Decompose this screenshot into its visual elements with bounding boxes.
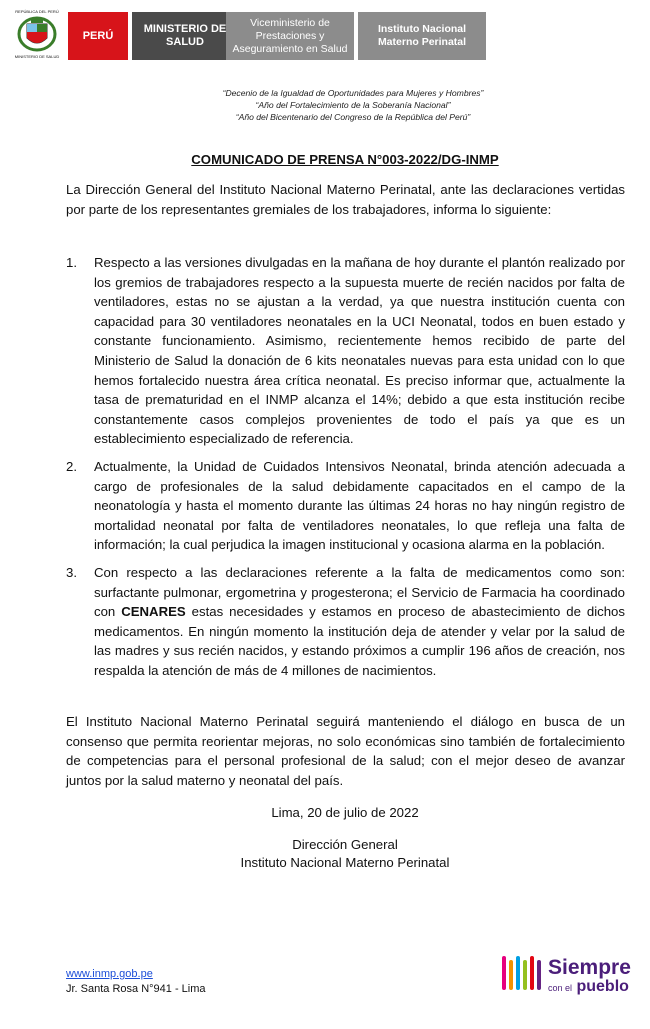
list-item xyxy=(66,457,625,555)
date-line: Lima, 20 de julio de 2022 xyxy=(271,805,419,820)
list-item xyxy=(66,563,625,681)
siempre-con-el-pueblo-logo xyxy=(500,950,635,998)
slogan-bar xyxy=(537,960,541,990)
viceministry-label: Viceministerio de Prestaciones y Aseguramiento en Salud xyxy=(232,16,348,55)
institute-block xyxy=(358,12,486,60)
slogan-bar xyxy=(530,956,534,990)
signature-block xyxy=(0,836,650,872)
coat-of-arms-logo xyxy=(14,10,60,60)
list-number: 2. xyxy=(66,458,77,474)
viceministry-block xyxy=(226,12,354,60)
numbered-list xyxy=(66,253,625,688)
list-number: 3. xyxy=(66,564,77,580)
slogan-bar xyxy=(523,960,527,990)
list-text: Respecto a las versiones divulgadas en la mañana de hoy durante el plantón realizado por los gremios de trabajadores respecto a la supuesta muerte de recién nacidos por falta de ventiladores, estas no se ajustan a la verdad, ya que nuestra institución cuenta con capacidad para 30 ventiladores neonatales en la UCI Neonatal, todos en buen estado y constante funcionamiento. Asimismo, recientemente hemos recibido de parte del Ministerio de Salud la donación de 6 kits neonatales nuevas para esta unidad con lo que hemos fortalecido nuestra área crítica neonatal. Es preciso informar que, actualmente la tasa de prematuridad en el INMP alcanza el 14%; debido a que esta institución recibe constantemente casos complejos provenientes de todo el país ya que es un establecimiento especializado de referencia. xyxy=(94,255,625,447)
crest-top-label: REPÚBLICA DEL PERÚ xyxy=(15,9,59,14)
motto-line-1: “Decenio de la Igualdad de Oportunidades para Mujeres y Hombres” xyxy=(222,88,484,98)
slogan-word-2: pueblo xyxy=(576,978,629,995)
ministry-block xyxy=(132,12,238,60)
list-text-bold: CENARES xyxy=(121,604,186,620)
website-link[interactable]: www.inmp.gob.pe xyxy=(66,968,153,980)
slogan-bar xyxy=(509,960,513,990)
header xyxy=(14,10,486,60)
signature-line-2: Instituto Nacional Materno Perinatal xyxy=(240,855,450,870)
footer xyxy=(66,967,206,997)
slogan-bar xyxy=(516,956,520,990)
list-item xyxy=(66,253,625,449)
institute-label: Instituto Nacional Materno Perinatal xyxy=(377,23,467,48)
ministry-label: MINISTERIO DE SALUD xyxy=(143,23,227,48)
motto-line-2: “Año del Fortalecimiento de la Soberanía Nacional” xyxy=(255,99,451,110)
slogan-line-2 xyxy=(548,978,629,996)
signature-line-1: Dirección General xyxy=(292,837,398,852)
coat-of-arms-icon xyxy=(14,10,60,56)
slogan-bar xyxy=(502,956,506,990)
list-number: 1. xyxy=(66,255,77,270)
document-title: COMUNICADO DE PRENSA N°003-2022/DG-INMP xyxy=(191,152,499,167)
list-text xyxy=(94,565,625,678)
slogan-small: con el xyxy=(548,983,573,993)
list-text: Actualmente, la Unidad de Cuidados Intensivos Neonatal, brinda atención adecuada a cargo de profesionales de la salud debidamente capacitados en el campo de la neonatología y hasta el momento durante las últimas 24 horas no hay ningún registro de mortalidad neonatal por falta de ventiladores neonatales, lo que refleja una falta de información; la cual perjudica la imagen institucional y ocasiona alarma en la población. xyxy=(94,458,625,553)
intro-paragraph: La Dirección General del Instituto Nacional Materno Perinatal, ante las declaraciones vertidas por parte de los representantes gremiales de los trabajadores, informa lo siguiente: xyxy=(66,182,625,217)
slogan-word-1: Siempre xyxy=(548,956,631,979)
year-mottos xyxy=(0,88,650,123)
motto-line-3: “Año del Bicentenario del Congreso de la República del Perú” xyxy=(235,111,471,122)
list-text-before: Con respecto a las declaraciones referente a la falta de medicamentos como son: surfactante pulmonar, ergometrina y progesterona; el Servicio de Farmacia ha coordinado con xyxy=(94,564,625,620)
closing-paragraph: El Instituto Nacional Materno Perinatal seguirá manteniendo el diálogo en busca de un consenso que permita reorientar mejoras, no solo económicas sino también de fortalecimiento de competencias para el personal profesional de la salud; con el mejor deseo de avanzar juntos por la salud materno y neonatal del país. xyxy=(66,714,625,788)
peru-block: PERÚ xyxy=(68,12,128,60)
list-text-after: estas necesidades y estamos en proceso de abastecimiento de dichos medicamentos. En ningún momento la institución deja de atender y velar por la salud de las madres y sus recién nacidos, y estando próximos a cumplir 196 años de creación, nos respalda la atención de más de 4 millones de nacimientos. xyxy=(94,604,625,678)
address: Jr. Santa Rosa N°941 - Lima xyxy=(66,983,206,995)
crest-bottom-label: MINISTERIO DE SALUD xyxy=(14,54,60,59)
colored-bars-icon xyxy=(500,954,544,994)
